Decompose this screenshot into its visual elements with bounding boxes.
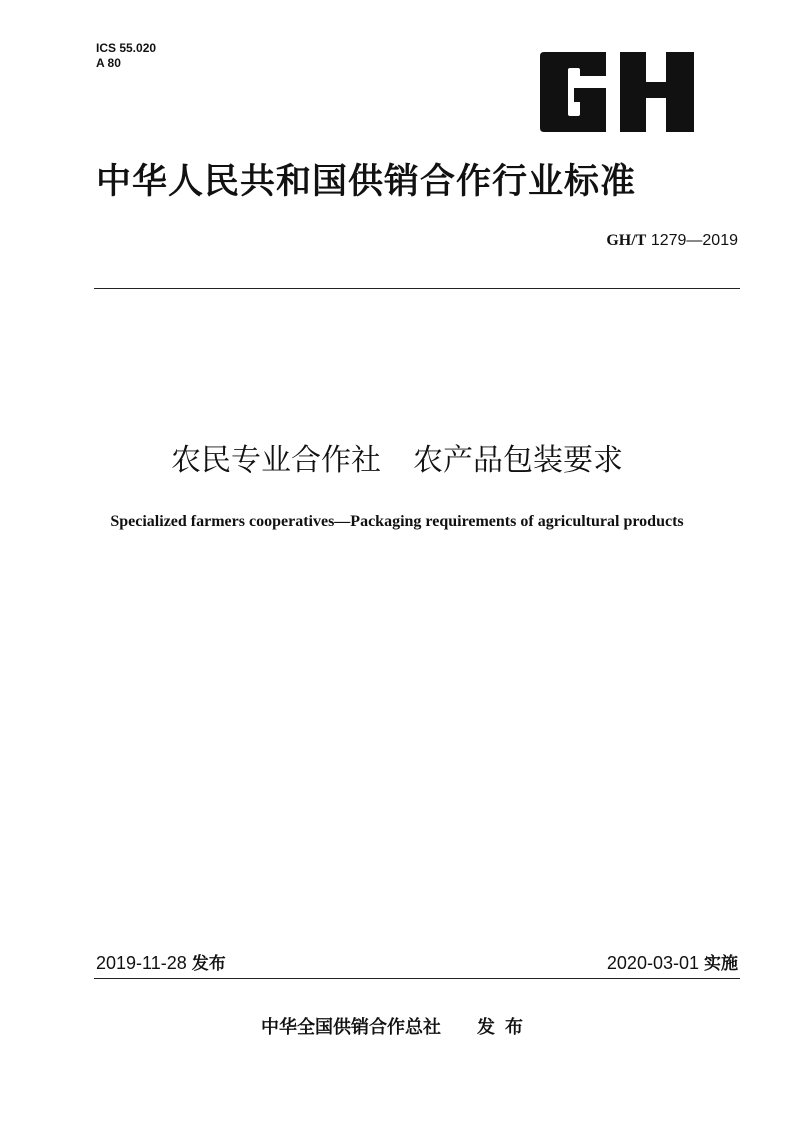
gh-logo-letter-g	[540, 52, 606, 132]
publisher-name: 中华全国供销合作总社	[261, 1017, 441, 1038]
title-english: Specialized farmers cooperatives—Packaging requirements of agricultural products	[110, 513, 684, 530]
title-chinese-part1: 农民专业合作社	[171, 443, 381, 478]
publisher-line	[0, 1016, 794, 1040]
issue-date: 2019-11-28	[96, 953, 187, 973]
implementation-date: 2020-03-01	[606, 953, 699, 973]
ccs-code: A 80	[96, 56, 121, 70]
footer-divider	[94, 978, 740, 979]
issue-date-line	[96, 952, 226, 975]
title-chinese	[0, 440, 794, 482]
implementation-date-line	[607, 952, 738, 975]
implementation-label: 实施	[704, 954, 738, 974]
issue-label: 发布	[191, 954, 226, 974]
title-chinese-part2: 农产品包装要求	[413, 443, 623, 478]
standard-number	[520, 230, 738, 252]
issuer-heading: 中华人民共和国供销合作行业标准	[96, 162, 637, 202]
classification-codes	[96, 41, 156, 71]
publisher-action: 发布	[477, 1017, 533, 1038]
standard-prefix: GH/T	[606, 232, 647, 249]
standard-number-value: 1279—2019	[650, 232, 738, 249]
gh-logo	[540, 52, 694, 132]
ics-code: ICS 55.020	[96, 41, 157, 55]
gh-logo-letter-h	[620, 52, 694, 132]
header-divider	[94, 288, 740, 289]
